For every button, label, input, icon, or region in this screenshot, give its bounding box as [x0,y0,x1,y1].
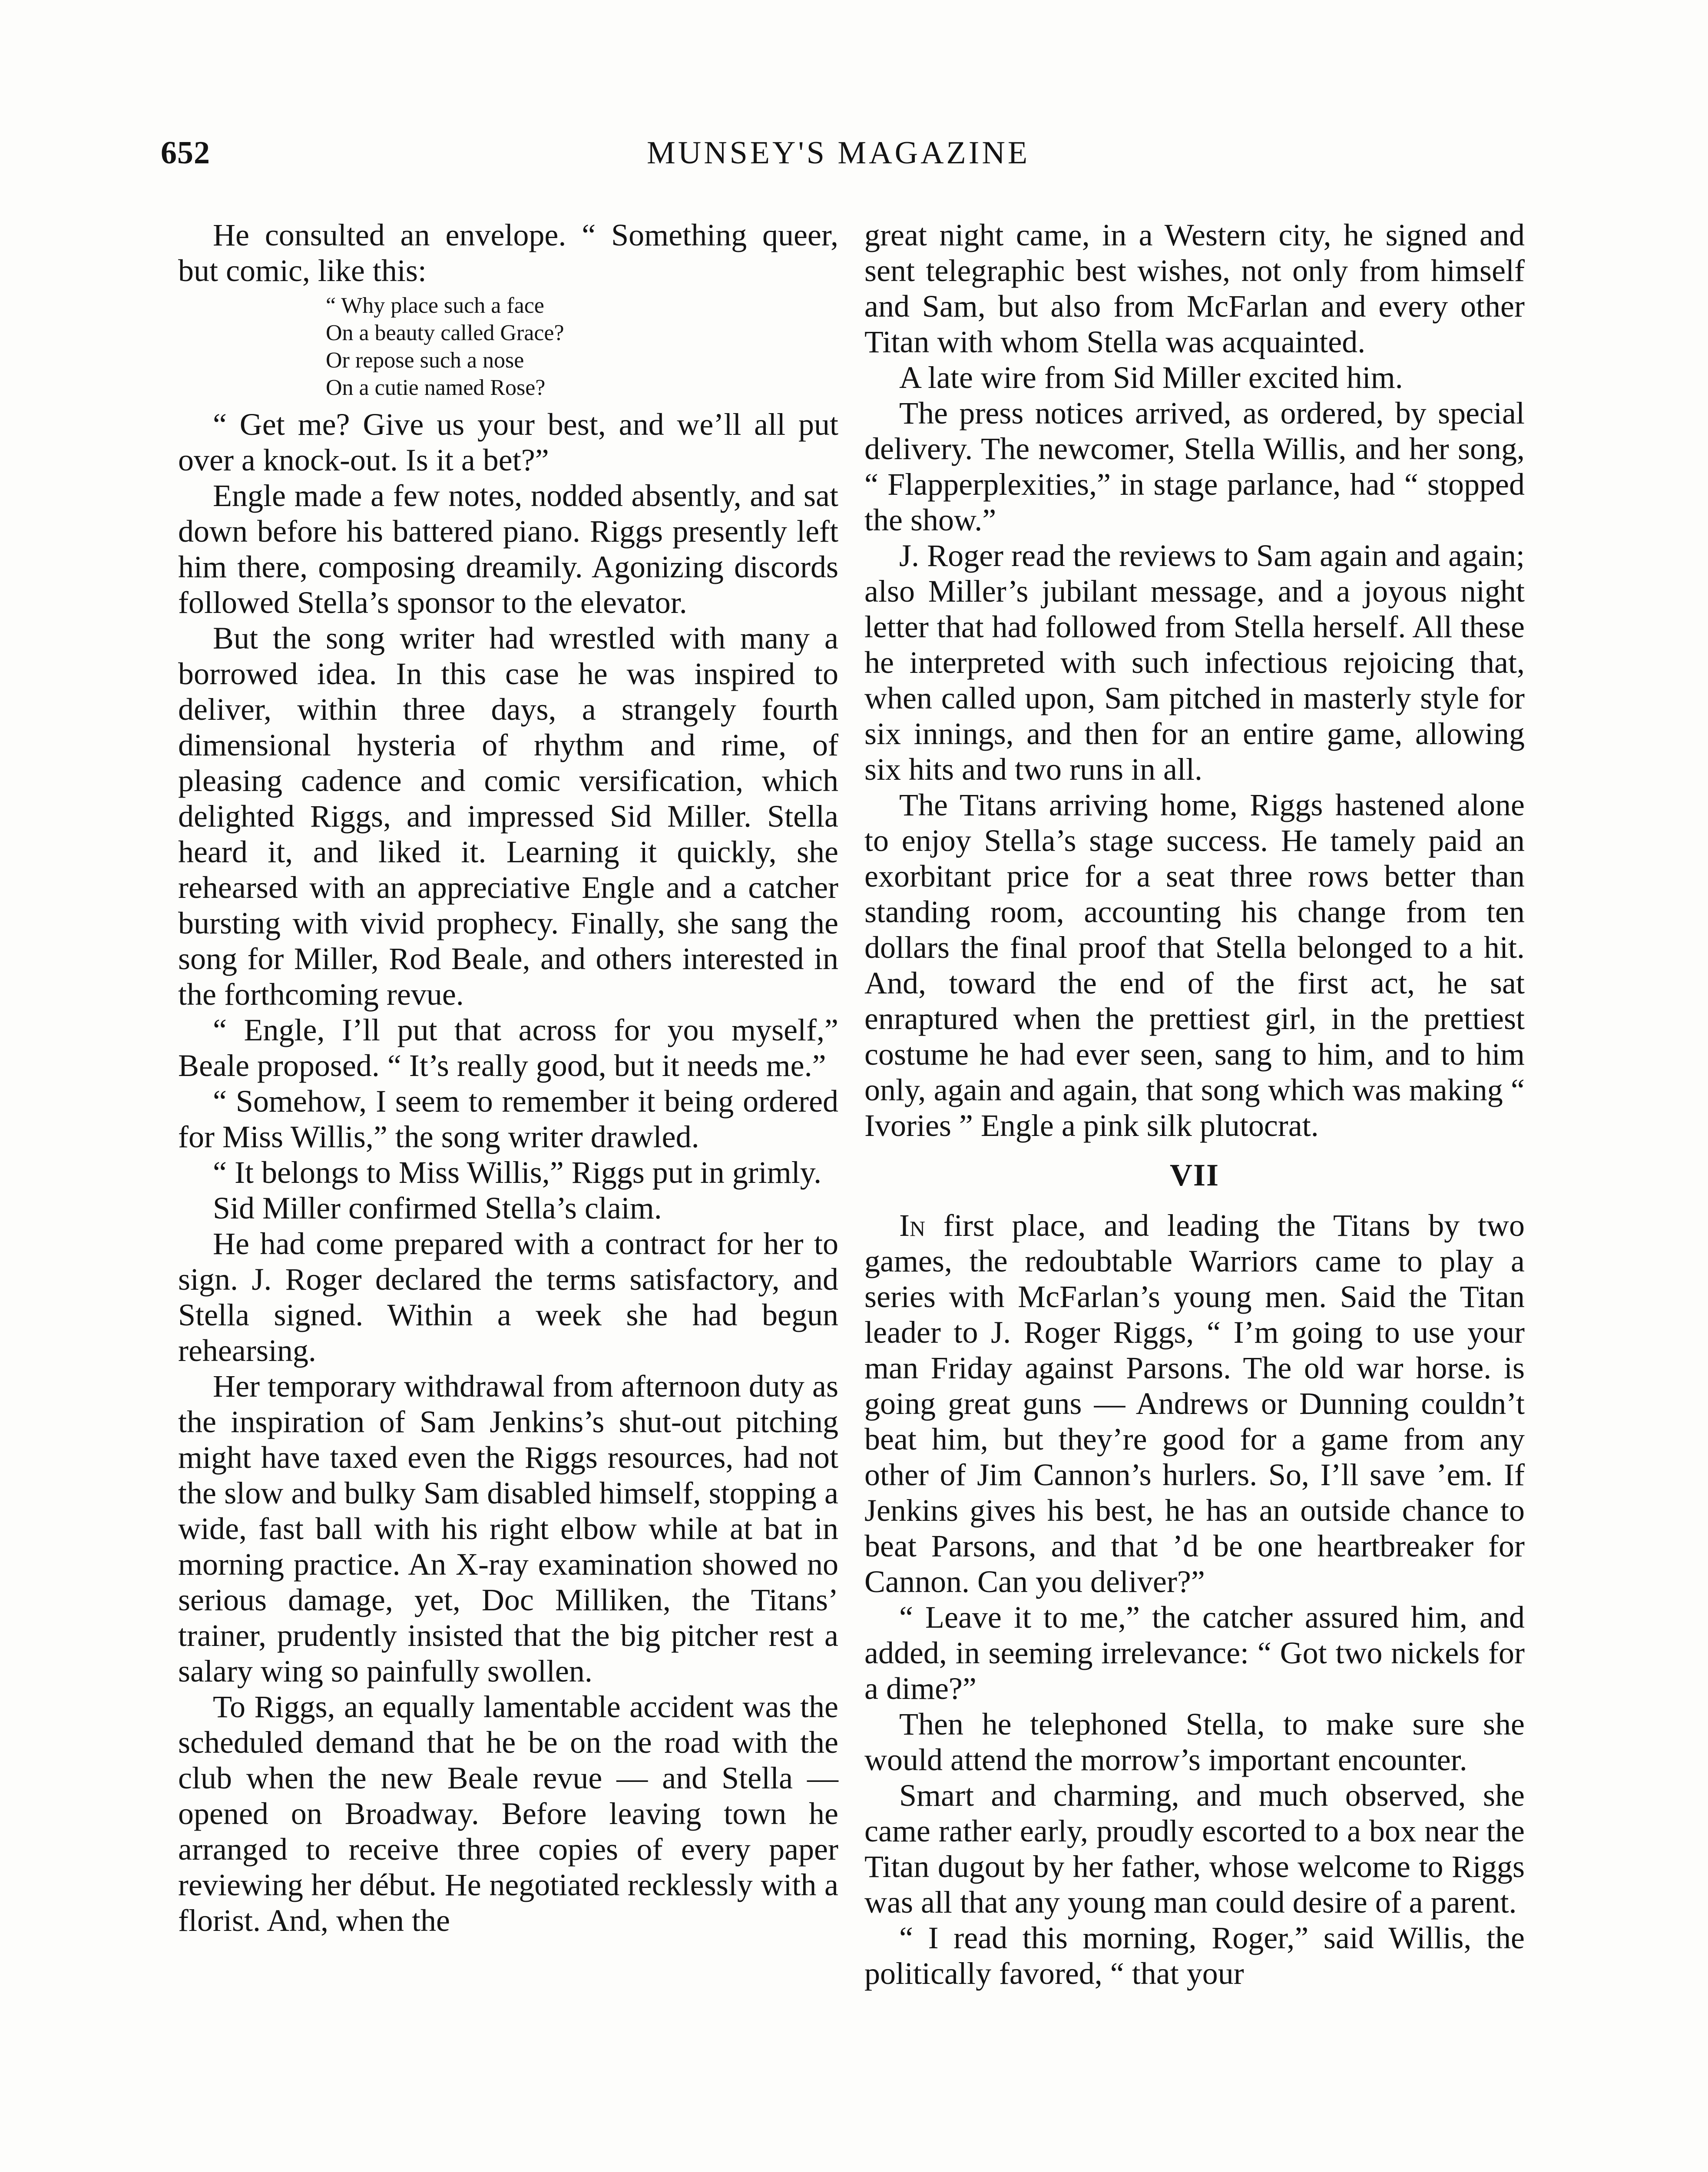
paragraph: To Riggs, an equally lamentable accident was the scheduled demand that he be on the road with the club when the new Beale revue — and Stella — opened on Broadway. Before leaving town he arranged to receive three copies of every paper reviewing her début. He negotiated recklessly with a florist. And, when the [178,1689,838,1938]
lead-in-word: In [899,1208,926,1243]
running-title: MUNSEY'S MAGAZINE [646,135,1030,171]
paragraph: Smart and charming, and much observed, she came rather early, proudly escorted to a box near the Titan dugout by her father, whose welcome to Riggs was all that any young man could desire of a parent. [864,1778,1525,1920]
page-number: 652 [161,135,210,171]
paragraph-body: first place, and leading the Titans by two games, the redoubtable Warriors came to play a series with McFarlan’s young men. Said the Titan leader to J. Roger Riggs, “ I’m going to use your man Friday against Parsons. The old war horse. is going great guns — Andrews or Dunning couldn’t beat him, but they’re good for a game from any other of Jim Cannon’s hurlers. So, I’ll save ’em. If Jenkins gives his best, he has an outside chance to beat Parsons, and that ’d be one heartbreaker for Cannon. Can you deliver?” [864,1208,1525,1599]
paragraph: Then he telephoned Stella, to make sure she would attend the morrow’s important encounter. [864,1707,1525,1777]
section-heading: VII [1169,1158,1220,1192]
paragraph: “ Somehow, I seem to remember it being ordered for Miss Willis,” the song writer drawled. [178,1084,838,1154]
paragraph [864,1208,1525,1599]
paragraph: “ Engle, I’ll put that across for you myself,” Beale proposed. “ It’s really good, but it needs me.” [178,1013,838,1083]
verse-line: On a cutie named Rose? [326,375,546,400]
paragraph: A late wire from Sid Miller excited him. [899,360,1403,395]
paragraph: “ Get me? Give us your best, and we’ll all put over a knock-out. Is it a bet?” [178,407,838,477]
paragraph: J. Roger read the reviews to Sam again and again; also Miller’s jubilant message, and a joyous night letter that had followed from Stella herself. All these he interpreted with such infectious rejoicing that, when called upon, Sam pitched in masterly style for six innings, and then for an entire game, allowing six hits and two runs in all. [864,538,1525,787]
paragraph: “ Leave it to me,” the catcher assured him, and added, in seeming irrelevance: “ Got two nickels for a dime?” [864,1600,1525,1706]
page-header [152,135,1525,182]
right-column [864,217,1525,1991]
verse-block [326,292,838,401]
paragraph: “ It belongs to Miss Willis,” Riggs put in grimly. [213,1155,822,1190]
paragraph: Her temporary withdrawal from afternoon duty as the inspiration of Sam Jenkins’s shut-out pitching might have taxed even the Riggs resources, had not the slow and bulky Sam disabled himself, stopping a wide, fast ball with his right elbow while at bat in morning practice. An X-ray examination showed no serious damage, yet, Doc Milliken, the Titans’ trainer, prudently insisted that the big pitcher rest a salary wing so painfully swollen. [178,1369,838,1689]
paragraph: Sid Miller confirmed Stella’s claim. [213,1191,662,1225]
paragraph-continued: great night came, in a Western city, he signed and sent telegraphic best wishes, not only from himself and Sam, but also from McFarlan and every other Titan with whom Stella was acquainted. [864,218,1525,359]
paragraph: He had come prepared with a contract for her to sign. J. Roger declared the terms satisfactory, and Stella signed. Within a week she had begun rehearsing. [178,1226,838,1368]
paragraph: The Titans arriving home, Riggs hastened alone to enjoy Stella’s stage success. He tamely paid an exorbitant price for a seat three rows better than standing room, accounting his change from ten dollars the final proof that Stella belonged to a hit. And, toward the end of the first act, he sat enraptured when the prettiest girl, in the prettiest costume he had ever seen, sang to him, and to him only, again and again, that song which was making “ Ivories ” Engle a pink silk plutocrat. [864,788,1525,1143]
paragraph: But the song writer had wrestled with many a borrowed idea. In this case he was inspired to deliver, within three days, a strangely fourth dimensional hysteria of rhythm and rime, of pleasing cadence and comic versification, which delighted Riggs, and impressed Sid Miller. Stella heard it, and liked it. Learning it quickly, she rehearsed with an appreciative Engle and a catcher bursting with vivid prophecy. Finally, she sang the song for Miller, Rod Beale, and others interested in the forthcoming revue. [178,621,838,1012]
verse-line: Or repose such a nose [326,348,524,373]
verse-line: On a beauty called Grace? [326,321,564,345]
verse-line: “ Why place such a face [326,293,544,318]
paragraph: The press notices arrived, as ordered, by special delivery. The newcomer, Stella Willis, and her song, “ Flapperplexities,” in stage parlance, had “ stopped the show.” [864,396,1525,537]
left-column [178,217,838,1938]
paragraph: He consulted an envelope. “ Something queer, but comic, like this: [178,218,838,288]
paragraph: “ I read this morning, Roger,” said Willis, the politically favored, “ that your [864,1920,1525,1991]
paragraph: Engle made a few notes, nodded absently, and sat down before his battered piano. Riggs presently left him there, composing dreamily. Agonizing discords followed Stella’s sponsor to the elevator. [178,478,838,620]
